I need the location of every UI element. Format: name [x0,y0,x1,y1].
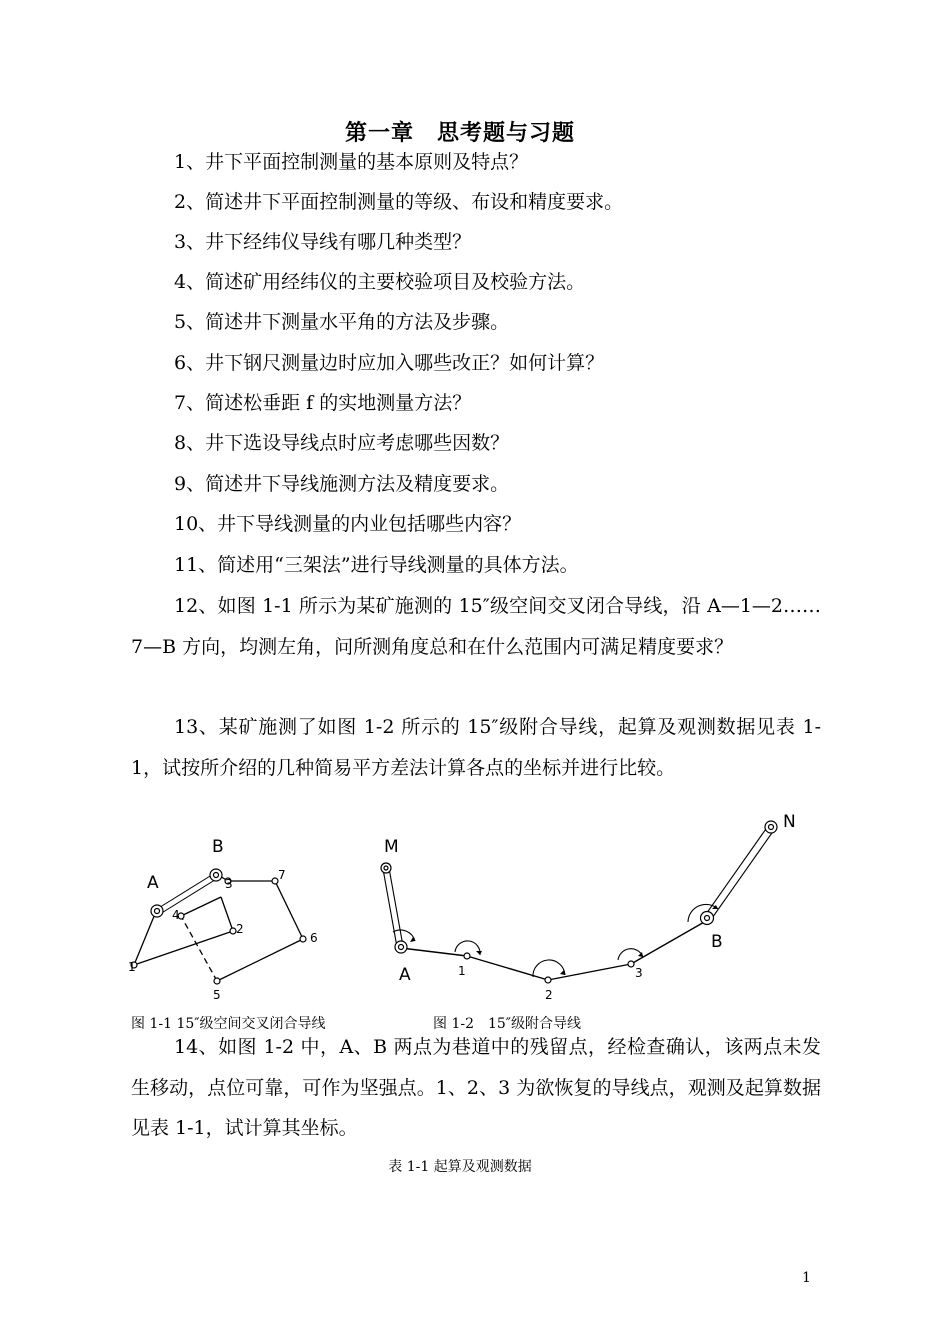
question-6: 6、井下钢尺测量边时应加入哪些改正？如何计算？ [174,352,605,374]
label-2: 2 [236,922,244,936]
traverse-line [160,878,218,914]
station-6 [300,936,306,942]
station-A-inner [399,945,404,950]
traverse-line [217,939,303,981]
question-8: 8、井下选设导线点时应考虑哪些因数？ [174,432,510,454]
label-2: 2 [545,988,553,1002]
traverse-line [221,897,233,931]
station-3 [628,961,634,967]
label-4: 4 [172,908,180,922]
label-6: 6 [310,931,318,945]
question-7: 7、简述松垂距 f 的实地测量方法？ [174,392,472,414]
label-5: 5 [213,988,221,1002]
figure-1-1 [120,825,340,1005]
station-2 [545,977,551,983]
backsight-line [389,868,403,946]
foresight-line [710,830,774,921]
question-13: 13、某矿施测了如图 1-2 所示的 15″级附合导线，起算及观测数据见表 1-1，试按所介绍的几种简易平方差法计算各点的坐标并进行比较。 [131,716,821,779]
foresight-line [704,826,768,917]
label-A: A [399,965,411,985]
question-12: 12、如图 1-1 所示为某矿施测的 15″级空间交叉闭合导线，沿 A—1—2……7—B 方向，均测左角，问所测角度总和在什么范围内可满足精度要求？ [131,595,821,658]
station-1 [464,953,470,959]
angle-arc-3 [618,949,643,960]
station-A-inner [155,909,160,914]
label-7: 7 [278,868,286,882]
label-1: 1 [458,964,466,978]
question-10: 10、井下导线测量的内业包括哪些内容？ [174,513,522,535]
question-14: 14、如图 1-2 中，A、B 两点为巷道中的残留点，经检查确认，该两点未发生移动，点位可靠，可作为坚强点。1、2、3 为欲恢复的导线点，观测及起算数据见表 1-1，试计算其坐标。 [131,1036,821,1139]
table-caption: 表 1-1 起算及观测数据 [388,1159,532,1175]
angle-arc-2 [533,960,565,977]
traverse-line [134,909,157,965]
label-M: M [384,837,399,857]
traverse-line-hidden [181,916,217,981]
station-M-inner [384,866,388,870]
traverse-line [631,921,706,964]
question-4: 4、简述矿用经纬仪的主要校验项目及校验方法。 [174,271,586,293]
backsight-line [383,869,397,947]
question-11: 11、简述用“三架法”进行导线测量的具体方法。 [174,554,579,576]
traverse-line [275,881,303,939]
station-N-inner [769,825,774,830]
traverse-line [467,956,548,980]
label-3: 3 [635,966,643,980]
label-B: B [711,932,723,952]
question-3: 3、井下经纬仪导线有哪几种类型？ [174,231,472,253]
label-1: 1 [128,960,136,974]
arrow-1 [476,951,482,955]
traverse-line [134,931,233,965]
chapter-title: 第一章 思考题与习题 [344,120,575,146]
station-B-inner [214,873,219,878]
station-B-inner [705,916,710,921]
page-number: 1 [802,1270,811,1286]
label-N: N [783,812,796,832]
traverse-line [548,964,631,980]
question-5: 5、简述井下测量水平角的方法及步骤。 [174,311,510,333]
traverse-line [181,897,221,916]
figure-1-2 [375,805,815,1005]
figure-1-1-caption: 图 1-1 15″级空间交叉闭合导线 [131,1016,326,1032]
label-B: B [212,837,224,857]
question-2: 2、简述井下平面控制测量的等级、布设和精度要求。 [174,191,624,213]
label-3: 3 [225,877,233,891]
label-A: A [147,873,159,893]
question-9: 9、简述井下导线施测方法及精度要求。 [174,473,510,495]
station-5 [214,978,220,984]
figure-1-2-caption: 图 1-2 15″级附合导线 [433,1016,582,1032]
traverse-line [401,948,467,956]
question-1: 1、井下平面控制测量的基本原则及特点？ [174,151,529,173]
